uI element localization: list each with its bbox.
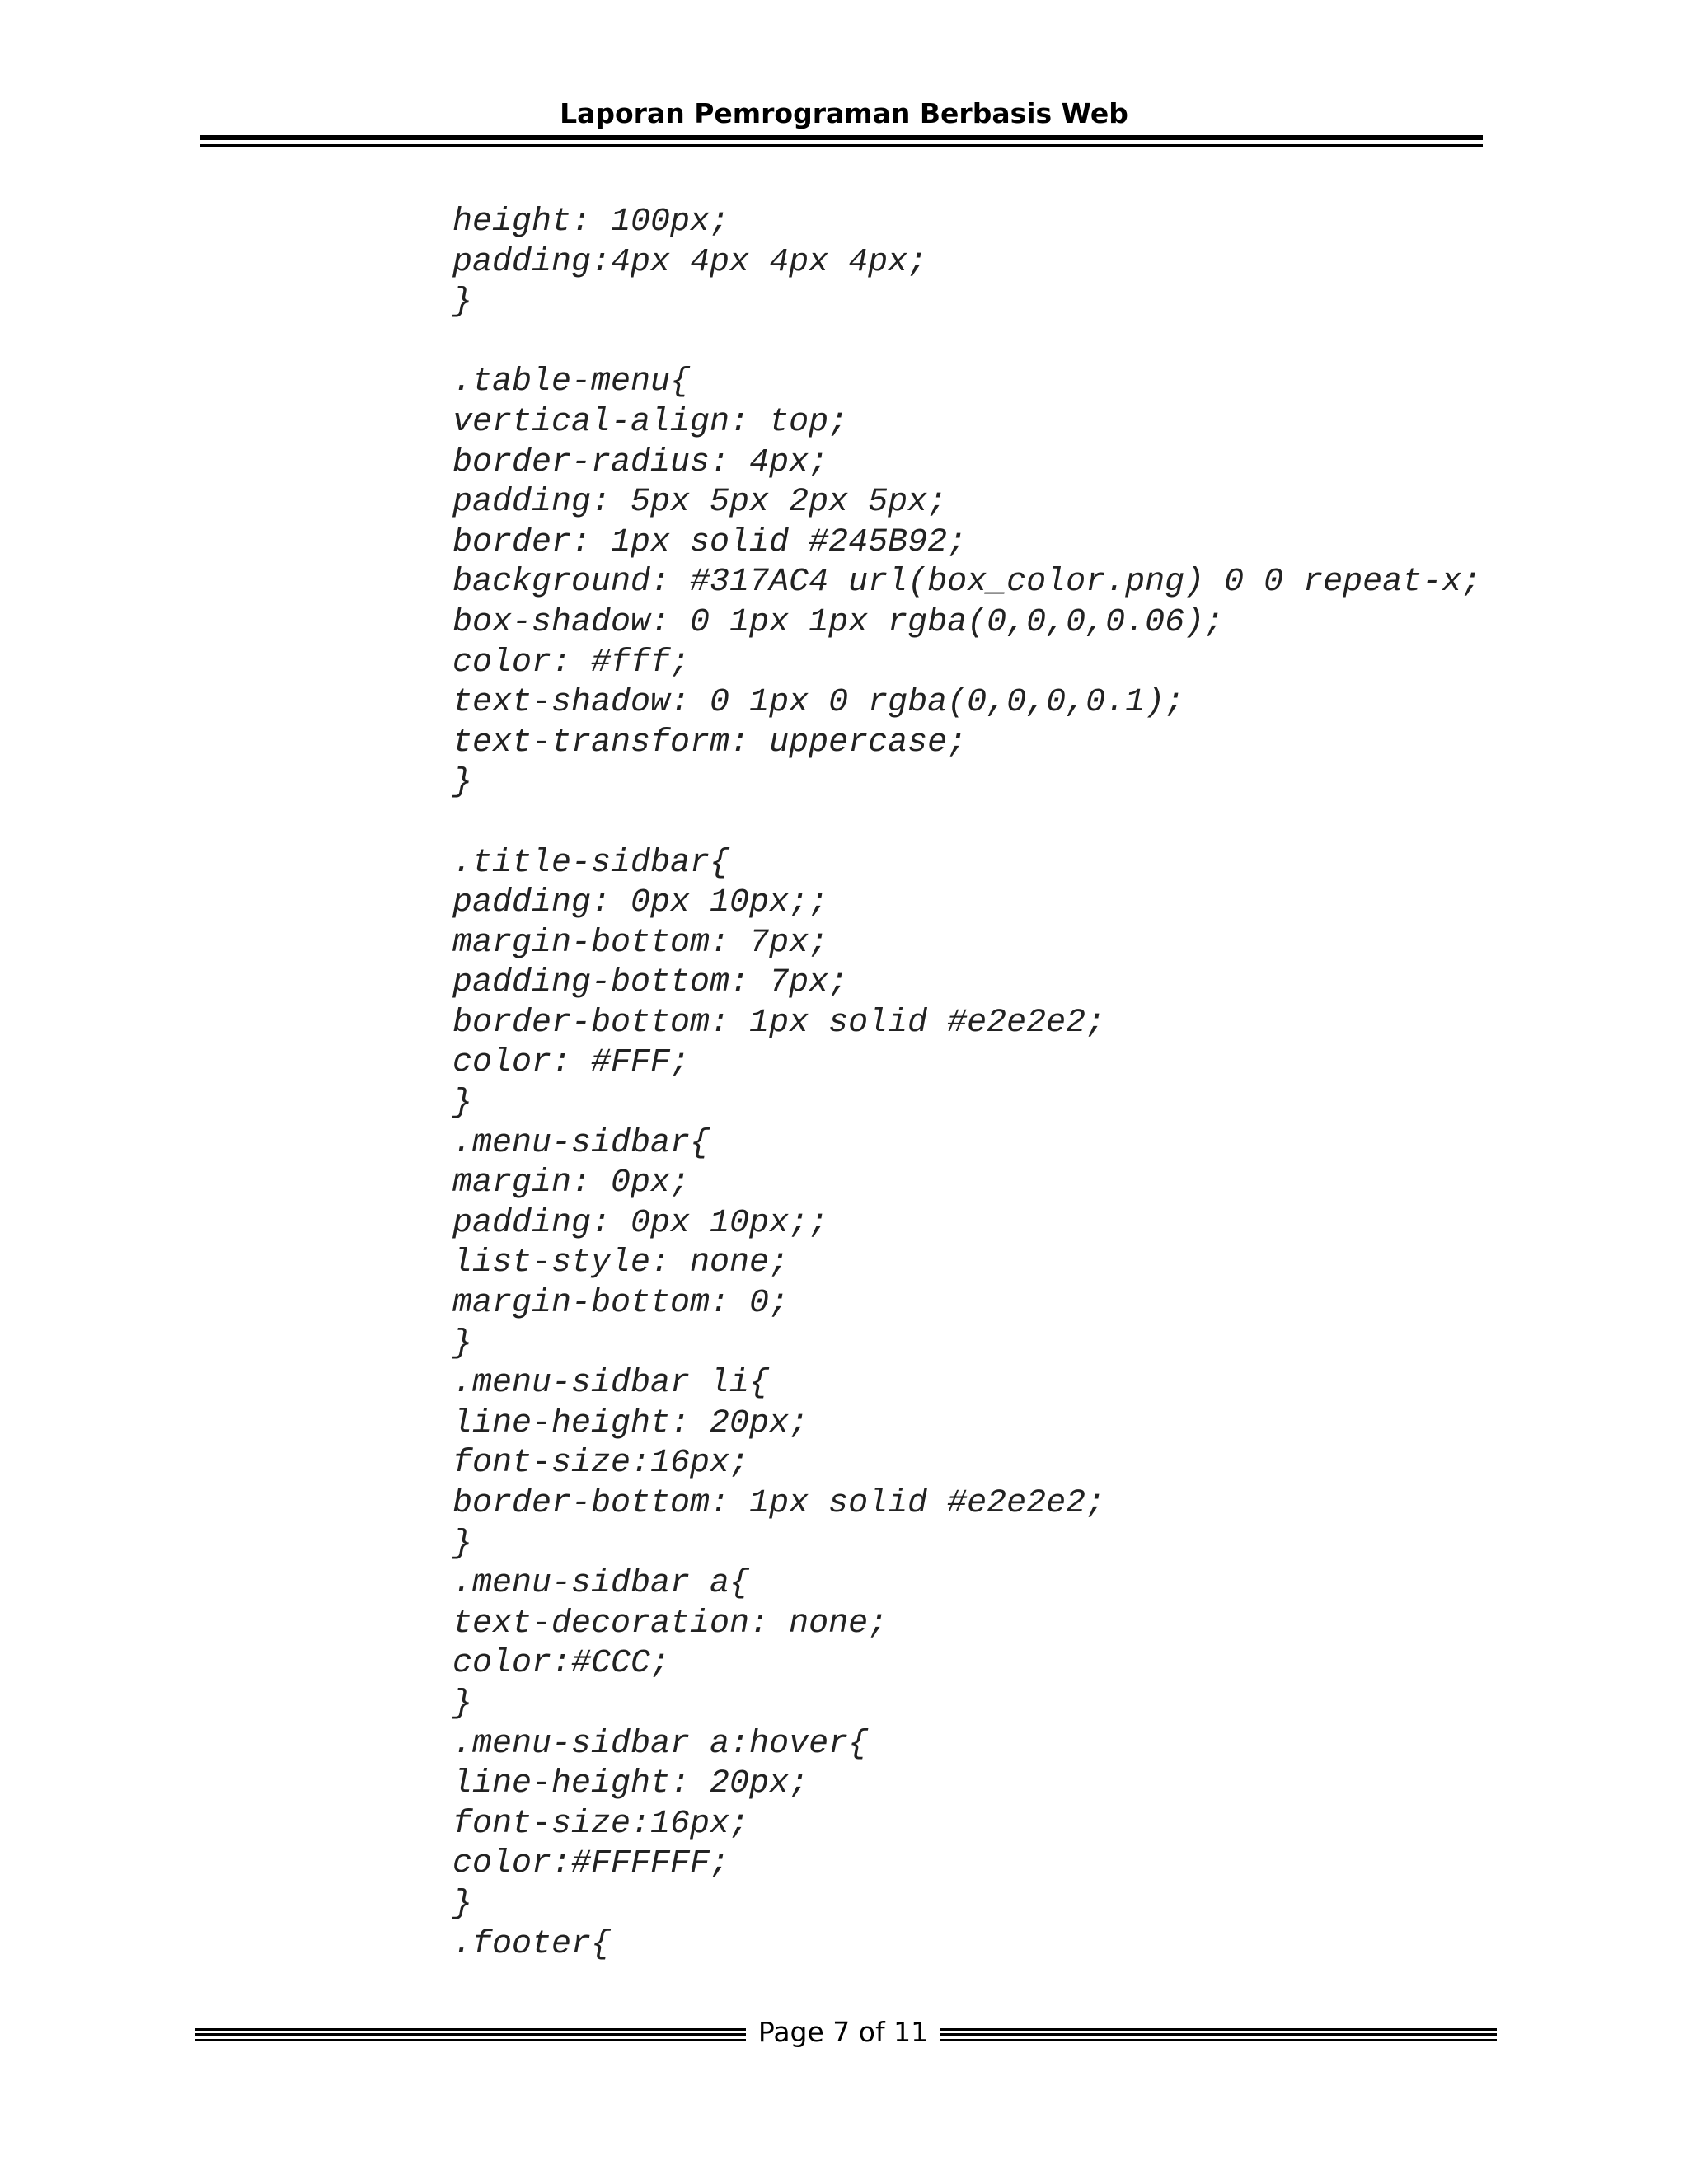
code-line: line-height: 20px; [452,1404,809,1442]
css-code-block [452,203,1481,1965]
code-line: box-shadow: 0 1px 1px rgba(0,0,0,0.06); [452,603,1225,641]
code-line: } [452,1885,473,1923]
code-line: .footer{ [452,1925,612,1963]
code-line: list-style: none; [452,1244,790,1282]
footer-rule-left [195,2028,746,2031]
code-line: border-radius: 4px; [452,443,829,481]
code-line: padding-bottom: 7px; [452,964,849,1002]
code-line: .menu-sidbar a:hover{ [452,1725,869,1763]
code-line: text-shadow: 0 1px 0 rgba(0,0,0,0.1); [452,684,1185,722]
code-line [452,804,1481,844]
header-rule-thin [200,144,1483,147]
code-line: } [452,764,473,802]
code-line: text-transform: uppercase; [452,724,968,762]
code-line: } [452,1085,473,1122]
code-line [452,323,1481,363]
code-line: } [452,1525,473,1563]
footer-rule-left [195,2039,746,2041]
code-line: font-size:16px; [452,1445,750,1483]
code-line: color:#CCC; [452,1645,671,1683]
code-line: height: 100px; [452,204,730,241]
code-line: vertical-align: top; [452,403,849,441]
footer-rule-right [940,2028,1497,2031]
code-line: } [452,1324,473,1362]
code-line: border-bottom: 1px solid #e2e2e2; [452,1004,1106,1042]
code-line: margin: 0px; [452,1165,691,1202]
code-line: color:#FFFFFF; [452,1845,730,1883]
code-line: .table-menu{ [452,363,691,401]
code-line: color: #FFF; [452,1044,691,1082]
code-line: .menu-sidbar li{ [452,1365,770,1403]
code-line: .menu-sidbar a{ [452,1565,750,1603]
code-line: padding: 5px 5px 2px 5px; [452,484,948,522]
code-line: .menu-sidbar{ [452,1124,710,1162]
page-number: Page 7 of 11 [757,2016,929,2048]
code-line: .title-sidbar{ [452,844,730,882]
code-line: border: 1px solid #245B92; [452,523,968,561]
code-line: font-size:16px; [452,1805,750,1843]
code-line: padding: 0px 10px;; [452,884,829,922]
code-line: border-bottom: 1px solid #e2e2e2; [452,1485,1106,1522]
footer-rule-left [195,2033,746,2036]
code-line: } [452,284,473,321]
code-line: text-decoration: none; [452,1605,889,1643]
page-header-title: Laporan Pemrograman Berbasis Web [560,97,1128,129]
code-line: line-height: 20px; [452,1765,809,1803]
code-line: margin-bottom: 7px; [452,924,829,962]
code-line: color: #fff; [452,644,691,682]
code-line: background: #317AC4 url(box_color.png) 0 0 repeat-x; [452,564,1482,602]
header-rule [200,135,1483,140]
code-line: padding:4px 4px 4px 4px; [452,243,928,281]
code-line: padding: 0px 10px;; [452,1204,829,1242]
code-line: } [452,1685,473,1722]
code-line: margin-bottom: 0; [452,1285,790,1323]
footer-rule-right [940,2039,1497,2041]
footer-rule-right [940,2033,1497,2036]
